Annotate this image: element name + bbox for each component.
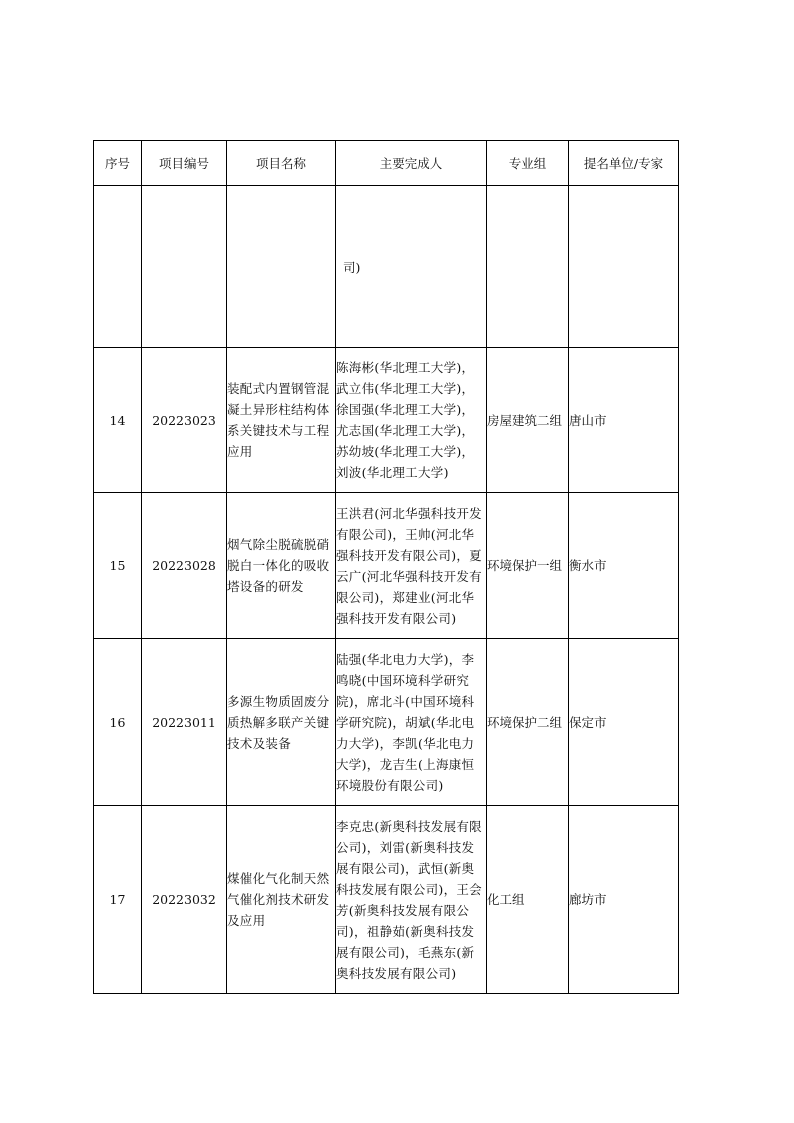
- row-people: 陈海彬(华北理工大学)，武立伟(华北理工大学)，徐国强(华北理工大学)，尤志国(华北理工大学)，苏幼坡(华北理工大学)，刘波(华北理工大学): [336, 348, 487, 493]
- header-unit: 提名单位/专家: [569, 141, 679, 186]
- row-unit: 廊坊市: [569, 806, 679, 994]
- header-no: 序号: [94, 141, 142, 186]
- continuation-text: 司): [343, 260, 361, 275]
- header-code: 项目编号: [142, 141, 227, 186]
- header-name: 项目名称: [227, 141, 336, 186]
- row-group: 环境保护一组: [487, 493, 569, 639]
- row-people: 李克忠(新奥科技发展有限公司)，刘雷(新奥科技发展有限公司)，武恒(新奥科技发展有限公司)，王会芳(新奥科技发展有限公司)，祖静茹(新奥科技发展有限公司)，毛燕东(新奥科技发展有限公司): [336, 806, 487, 994]
- row-no: 17: [94, 806, 142, 994]
- row-code: 20223028: [142, 493, 227, 639]
- row-name: 装配式内置钢管混凝土异形柱结构体系关键技术与工程应用: [227, 348, 336, 493]
- continuation-row: [94, 186, 679, 348]
- row-group: 化工组: [487, 806, 569, 994]
- table-row: [94, 348, 679, 493]
- row-code: 20223032: [142, 806, 227, 994]
- row-name: 煤催化气化制天然气催化剂技术研发及应用: [227, 806, 336, 994]
- row-code: 20223023: [142, 348, 227, 493]
- table-row: [94, 639, 679, 806]
- row-no: 16: [94, 639, 142, 806]
- row-group: 房屋建筑二组: [487, 348, 569, 493]
- table-row: [94, 806, 679, 994]
- row-unit: 保定市: [569, 639, 679, 806]
- row-code: 20223011: [142, 639, 227, 806]
- header-row: [94, 141, 679, 186]
- row-name: 烟气除尘脱硫脱硝脱白一体化的吸收塔设备的研发: [227, 493, 336, 639]
- row-no: 15: [94, 493, 142, 639]
- row-group: 环境保护二组: [487, 639, 569, 806]
- row-unit: 唐山市: [569, 348, 679, 493]
- row-unit: 衡水市: [569, 493, 679, 639]
- row-name: 多源生物质固废分质热解多联产关键技术及装备: [227, 639, 336, 806]
- row-people: 王洪君(河北华强科技开发有限公司)，王帅(河北华强科技开发有限公司)，夏云广(河北华强科技开发有限公司)，郑建业(河北华强科技开发有限公司): [336, 493, 487, 639]
- row-people: 陆强(华北电力大学)，李鸣晓(中国环境科学研究院)，席北斗(中国环境科学研究院)，胡斌(华北电力大学)，李凯(华北电力大学)，龙吉生(上海康恒环境股份有限公司): [336, 639, 487, 806]
- table-row: [94, 493, 679, 639]
- row-no: 14: [94, 348, 142, 493]
- project-table: [93, 140, 679, 994]
- header-people: 主要完成人: [336, 141, 487, 186]
- header-group: 专业组: [487, 141, 569, 186]
